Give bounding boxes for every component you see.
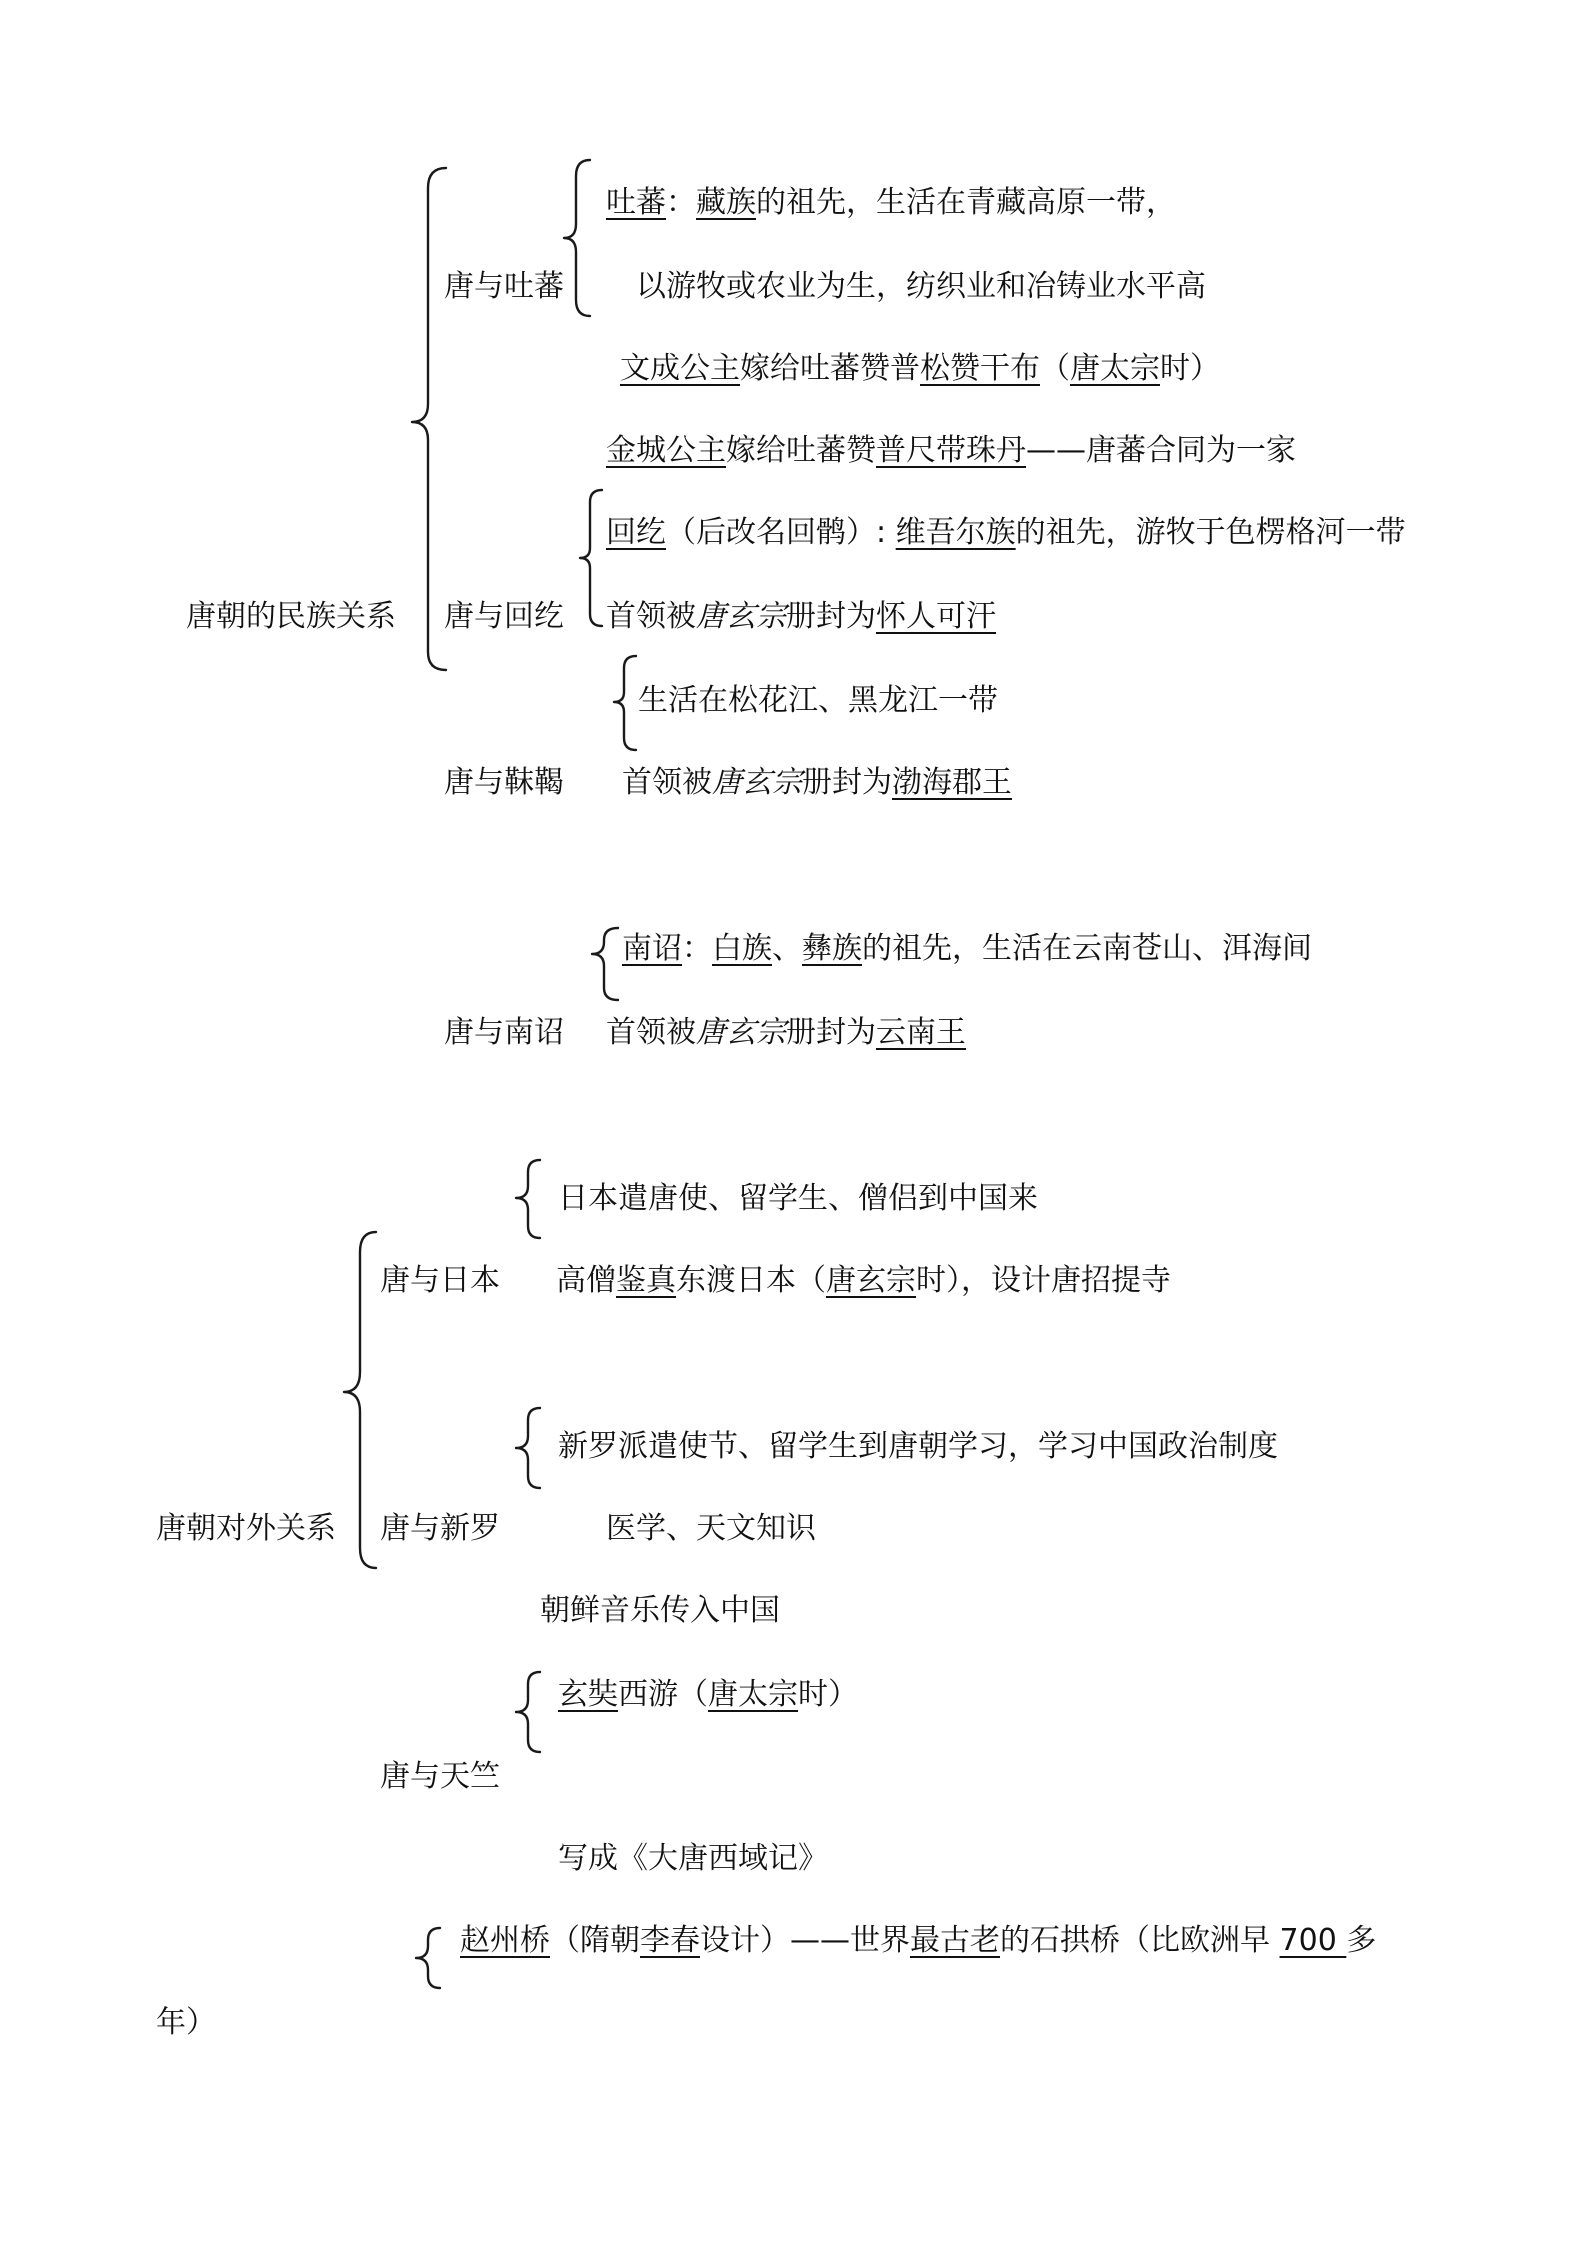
nanzhao-line-2: 首领被唐玄宗册封为云南王 bbox=[606, 1015, 966, 1050]
silla-label: 唐与新罗 bbox=[380, 1511, 500, 1546]
huihe-label: 唐与回纥 bbox=[444, 599, 564, 634]
bridge-line-1: 赵州桥（隋朝李春设计）——世界最古老的石拱桥（比欧洲早 700 多 bbox=[460, 1923, 1377, 1958]
brace-ethnic-relations bbox=[412, 168, 446, 670]
silla-line-1: 新罗派遣使节、留学生到唐朝学习，学习中国政治制度 bbox=[558, 1429, 1278, 1464]
nanzhao-line-1: 南诏：白族、彝族的祖先，生活在云南苍山、洱海间 bbox=[622, 931, 1312, 966]
brace-tubo bbox=[564, 160, 590, 316]
brace-huihe bbox=[580, 490, 602, 626]
india-line-1: 玄奘西游（唐太宗时） bbox=[558, 1677, 858, 1712]
tubo-term: 吐蕃 bbox=[606, 185, 666, 220]
japan-line-2: 高僧鉴真东渡日本（唐玄宗时），设计唐招提寺 bbox=[556, 1263, 1171, 1298]
foreign-relations-root: 唐朝对外关系 bbox=[156, 1511, 336, 1546]
tibetan-term: 藏族 bbox=[696, 185, 756, 220]
huihe-line-1: 回纥（后改名回鹘）: 维吾尔族的祖先，游牧于色楞格河一带 bbox=[606, 515, 1406, 550]
silla-line-3: 朝鲜音乐传入中国 bbox=[540, 1593, 780, 1628]
brace-nanzhao bbox=[592, 928, 618, 1000]
tubo-line-4: 金城公主嫁给吐蕃赞普尺带珠丹——唐蕃合同为一家 bbox=[606, 433, 1296, 468]
mohe-line-1: 生活在松花江、黑龙江一带 bbox=[638, 683, 998, 718]
japan-label: 唐与日本 bbox=[380, 1263, 500, 1298]
brace-mohe bbox=[614, 656, 636, 750]
tubo-line-3: 文成公主嫁给吐蕃赞普松赞干布（唐太宗时） bbox=[620, 351, 1220, 386]
brace-silla bbox=[516, 1408, 540, 1488]
tubo-line-2: 以游牧或农业为生，纺织业和冶铸业水平高 bbox=[636, 269, 1206, 304]
japan-line-1: 日本遣唐使、留学生、僧侣到中国来 bbox=[558, 1181, 1038, 1216]
brace-foreign-relations bbox=[344, 1232, 376, 1568]
huihe-line-2: 首领被唐玄宗册封为怀人可汗 bbox=[606, 599, 996, 634]
tubo-label: 唐与吐蕃 bbox=[444, 269, 564, 304]
brace-japan bbox=[516, 1160, 540, 1238]
bridge-line-2: 年） bbox=[156, 2005, 216, 2040]
india-label: 唐与天竺 bbox=[380, 1759, 500, 1794]
ethnic-relations-root: 唐朝的民族关系 bbox=[186, 599, 396, 634]
brace-india bbox=[516, 1672, 540, 1752]
mohe-label: 唐与靺鞨 bbox=[444, 765, 564, 800]
india-line-2: 写成《大唐西域记》 bbox=[558, 1841, 828, 1876]
tubo-line-1: 吐蕃：藏族的祖先，生活在青藏高原一带， bbox=[606, 185, 1176, 220]
silla-line-2: 医学、天文知识 bbox=[606, 1511, 816, 1546]
mohe-line-2: 首领被唐玄宗册封为渤海郡王 bbox=[622, 765, 1012, 800]
nanzhao-label: 唐与南诏 bbox=[444, 1015, 564, 1050]
brace-bridge bbox=[416, 1928, 440, 1988]
